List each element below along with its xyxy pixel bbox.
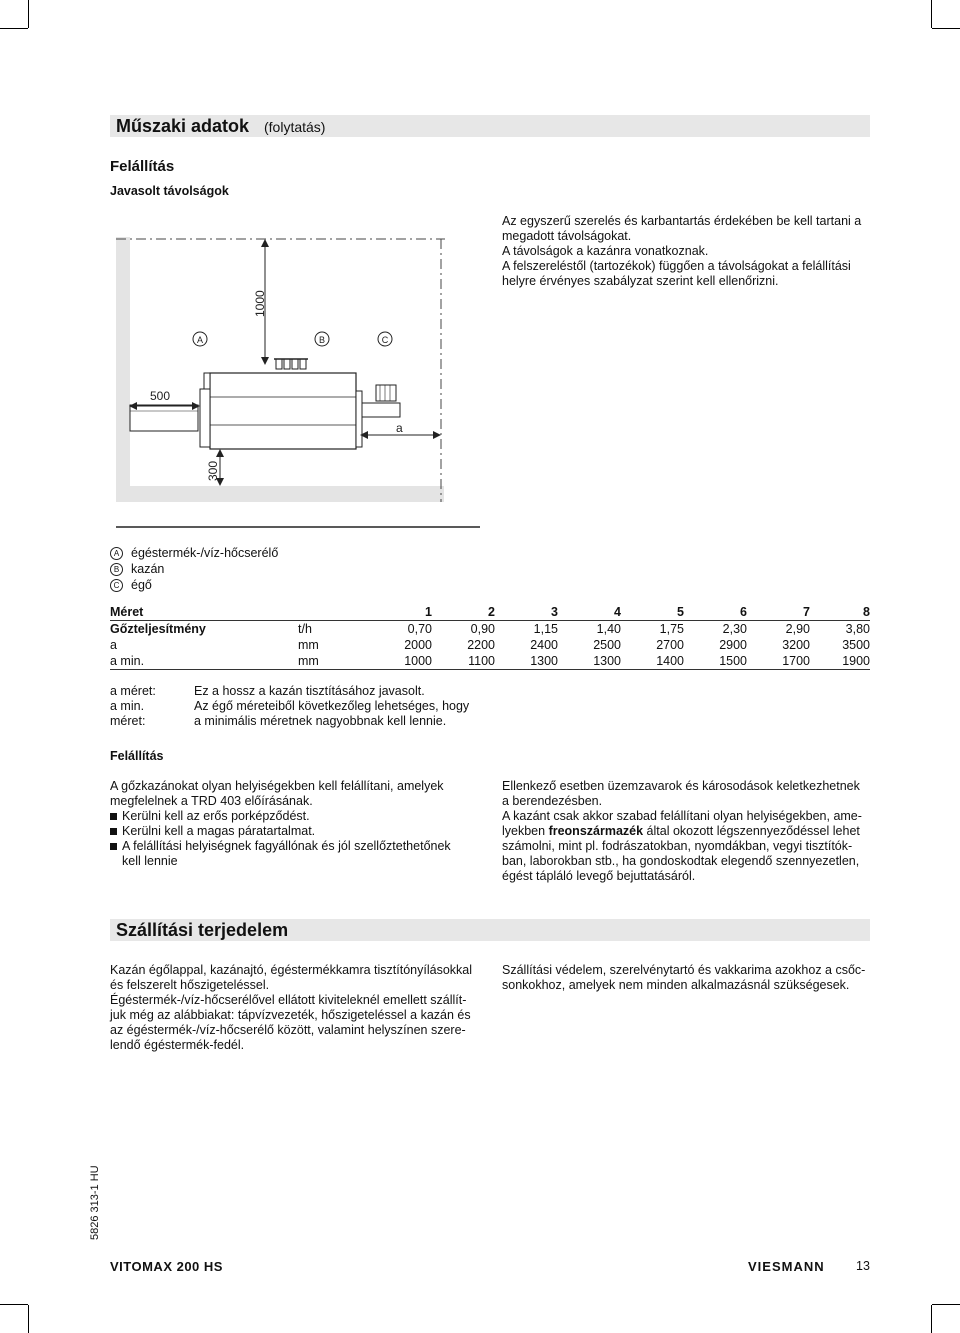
- crop-mark: [28, 1305, 29, 1333]
- list-item: Kerülni kell a magas páratartalmat.: [110, 824, 480, 839]
- paragraph-line: lendő égéstermék-fedél.: [110, 1038, 245, 1052]
- list-item: Kerülni kell az erős porképződést.: [110, 809, 480, 824]
- paragraph-line: és felszerelt hőszigeteléssel.: [110, 978, 270, 992]
- table-cell: 1500: [684, 653, 747, 670]
- legend-text: kazán: [131, 562, 165, 576]
- document-number: 5826 313-1 HU: [89, 1165, 101, 1240]
- table-cell: 7: [747, 604, 810, 621]
- paragraph-line: az égéstermék-/víz-hőcserélő között, valamint helyszínen szere-: [110, 1023, 466, 1037]
- marker-c-label: C: [381, 335, 389, 345]
- paragraph-line: Kazán égőlappal, kazánajtó, égéstermékkamra tisztítónyílásokkal: [110, 963, 472, 977]
- setup-subheading: Javasolt távolságok: [110, 184, 229, 198]
- table-cell: 1,40: [596, 622, 621, 636]
- table-cell: Méret: [110, 604, 298, 621]
- paragraph-line: ban, laborokban stb., ha gondoskodtak elegendő szennyezetlen,: [502, 854, 860, 868]
- paragraph-line: égést tápláló levegő bejuttatásáról.: [502, 869, 696, 883]
- note-key: a méret:: [110, 684, 156, 698]
- spec-table: [110, 604, 870, 670]
- paragraph-line: Égéstermék-/víz-hőcserélővel ellátott kiviteleknél emellett szállít-: [110, 993, 467, 1007]
- table-cell: 1100: [432, 653, 495, 670]
- table-cell: 1000: [366, 653, 432, 670]
- table-cell: a min.: [110, 653, 298, 670]
- boiler-end-cap: [200, 389, 210, 447]
- list-item: A felállítási helyiségnek fagyállónak és jól szellőztethetőnek: [110, 839, 480, 854]
- note-row: [110, 699, 510, 714]
- clearance-diagram: [100, 225, 485, 530]
- marker-b-label: B: [318, 335, 326, 345]
- table-cell: t/h: [298, 622, 312, 636]
- paragraph-line: Ellenkező esetben üzemzavarok és károsodások keletkezhetnek: [502, 779, 860, 793]
- note-text: a minimális méretnek nagyobbnak kell lennie.: [194, 714, 447, 728]
- table-cell: 4: [558, 604, 621, 621]
- heat-exchanger: [130, 405, 198, 431]
- legend-key-c: C: [110, 579, 123, 592]
- table-cell: mm: [298, 638, 319, 652]
- table-cell: 1,75: [659, 622, 684, 636]
- page-title: Műszaki adatok: [116, 116, 250, 136]
- table-row: [110, 637, 870, 653]
- table-row: [110, 653, 870, 670]
- dim-300-label: 300: [206, 460, 220, 481]
- table-cell: 3: [495, 604, 558, 621]
- table-cell: 1: [366, 604, 432, 621]
- legend-key-b: B: [110, 563, 123, 576]
- installation-right: [502, 779, 872, 884]
- table-cell: 2: [432, 604, 495, 621]
- table-cell: 1900: [810, 653, 870, 670]
- crop-mark: [932, 28, 960, 29]
- crop-mark: [0, 28, 28, 29]
- intro-line: Az egyszerű szerelés és karbantartás érdekében be kell tartani a: [502, 214, 862, 228]
- table-cell: 3500: [842, 638, 870, 652]
- paragraph-line: A gőzkazánokat olyan helyiségekben kell felállítani, amelyek: [110, 779, 444, 793]
- paragraph-line: Szállítási védelem, szerelvénytartó és vakkarima azokhoz a csőc-: [502, 963, 866, 977]
- intro-line: A felszereléstől (tartozékok) függően a távolságokat a felállítási: [502, 259, 851, 273]
- paragraph-line: a berendezésben.: [502, 794, 603, 808]
- table-cell: 2000: [404, 638, 432, 652]
- text-run: lyekben: [502, 824, 549, 838]
- table-cell: 2,90: [785, 622, 810, 636]
- delivery-left: [110, 963, 490, 1053]
- legend-item-c: [110, 578, 152, 592]
- note-row: [110, 684, 510, 699]
- table-cell: [298, 604, 366, 621]
- intro-line: megadott távolságokat.: [502, 229, 632, 243]
- paragraph-line: [502, 824, 872, 839]
- table-cell: 3200: [782, 638, 810, 652]
- delivery-header-bar: [110, 919, 870, 941]
- table-cell: 0,90: [470, 622, 495, 636]
- installation-left: [110, 779, 480, 869]
- dim-1000-label: 1000: [253, 290, 267, 317]
- delivery-right: [502, 963, 872, 993]
- delivery-title: Szállítási terjedelem: [116, 920, 289, 940]
- product-name: VITOMAX 200 HS: [110, 1259, 223, 1274]
- note-key: méret:: [110, 714, 146, 728]
- text-run: által okozott légszennyeződéssel lehet: [643, 824, 860, 838]
- paragraph-line: számolni, mint pl. fodrászatokban, nyomdákban, vegyi tisztítók-: [502, 839, 853, 853]
- table-cell: 1300: [558, 653, 621, 670]
- page-number: 13: [856, 1259, 870, 1273]
- paragraph-line: A kazánt csak akkor szabad felállítani olyan helyiségekben, ame-: [502, 809, 862, 823]
- table-cell: 6: [684, 604, 747, 621]
- note-row: [110, 714, 510, 729]
- legend-item-a: [110, 546, 278, 560]
- table-cell: 1,15: [533, 622, 558, 636]
- crop-mark: [28, 0, 29, 28]
- table-cell: 3,80: [845, 622, 870, 636]
- table-cell: 1400: [621, 653, 684, 670]
- table-cell: 0,70: [407, 622, 432, 636]
- marker-a-label: A: [196, 335, 204, 345]
- setup-heading: Felállítás: [110, 158, 175, 175]
- installation-heading: Felállítás: [110, 749, 164, 763]
- dimension-notes: [110, 684, 510, 729]
- table-cell: mm: [298, 653, 366, 670]
- table-cell: 5: [621, 604, 684, 621]
- crop-mark: [0, 1304, 28, 1305]
- paragraph-line: sonkokhoz, amelyek nem minden alkalmazásnál szükségesek.: [502, 978, 850, 992]
- boiler-body: [210, 373, 356, 449]
- table-cell: 1300: [495, 653, 558, 670]
- legend-text: égéstermék-/víz-hőcserélő: [131, 546, 279, 560]
- section-header-bar: [110, 115, 870, 137]
- intro-line: A távolságok a kazánra vonatkoznak.: [502, 244, 709, 258]
- table-row: [110, 621, 870, 638]
- note-text: Az égő méreteiből következőleg lehetséges, hogy: [194, 699, 470, 713]
- legend-key-a: A: [110, 547, 123, 560]
- intro-line: helyre érvényes szabályzat szerint kell ellenőrizni.: [502, 274, 779, 288]
- table-cell: 1700: [747, 653, 810, 670]
- table-cell: Gőzteljesítmény: [110, 622, 206, 636]
- table-cell: 2500: [593, 638, 621, 652]
- table-cell: 2400: [530, 638, 558, 652]
- requirements-list: [110, 809, 480, 854]
- table-cell: 8: [810, 604, 870, 621]
- legend-item-b: [110, 562, 164, 576]
- legend-text: égő: [131, 578, 152, 592]
- table-header-row: [110, 604, 870, 621]
- page-subtitle: (folytatás): [264, 119, 326, 135]
- dim-500-label: 500: [150, 389, 171, 403]
- table-cell: 2700: [656, 638, 684, 652]
- crop-mark: [932, 1304, 960, 1305]
- setup-intro: [502, 214, 872, 289]
- table-cell: a: [110, 638, 117, 652]
- dim-a-label: a: [396, 421, 403, 435]
- note-text: Ez a hossz a kazán tisztításához javasolt.: [194, 684, 425, 698]
- table-cell: 2900: [719, 638, 747, 652]
- paragraph-line: kell lennie: [122, 854, 178, 868]
- note-key: a min.: [110, 699, 145, 713]
- burner: [362, 403, 400, 417]
- table-cell: 2200: [467, 638, 495, 652]
- table-cell: 2,30: [722, 622, 747, 636]
- paragraph-line: juk még az alábbiakat: tápvízvezeték, hőszigeteléssel a kazán és: [110, 1008, 471, 1022]
- text-run-bold: freonszármazék: [548, 824, 644, 838]
- crop-mark: [931, 0, 932, 28]
- paragraph-line: megfelelnek a TRD 403 előírásának.: [110, 794, 313, 808]
- crop-mark: [931, 1305, 932, 1333]
- brand-logo: VIESMANN: [748, 1259, 825, 1274]
